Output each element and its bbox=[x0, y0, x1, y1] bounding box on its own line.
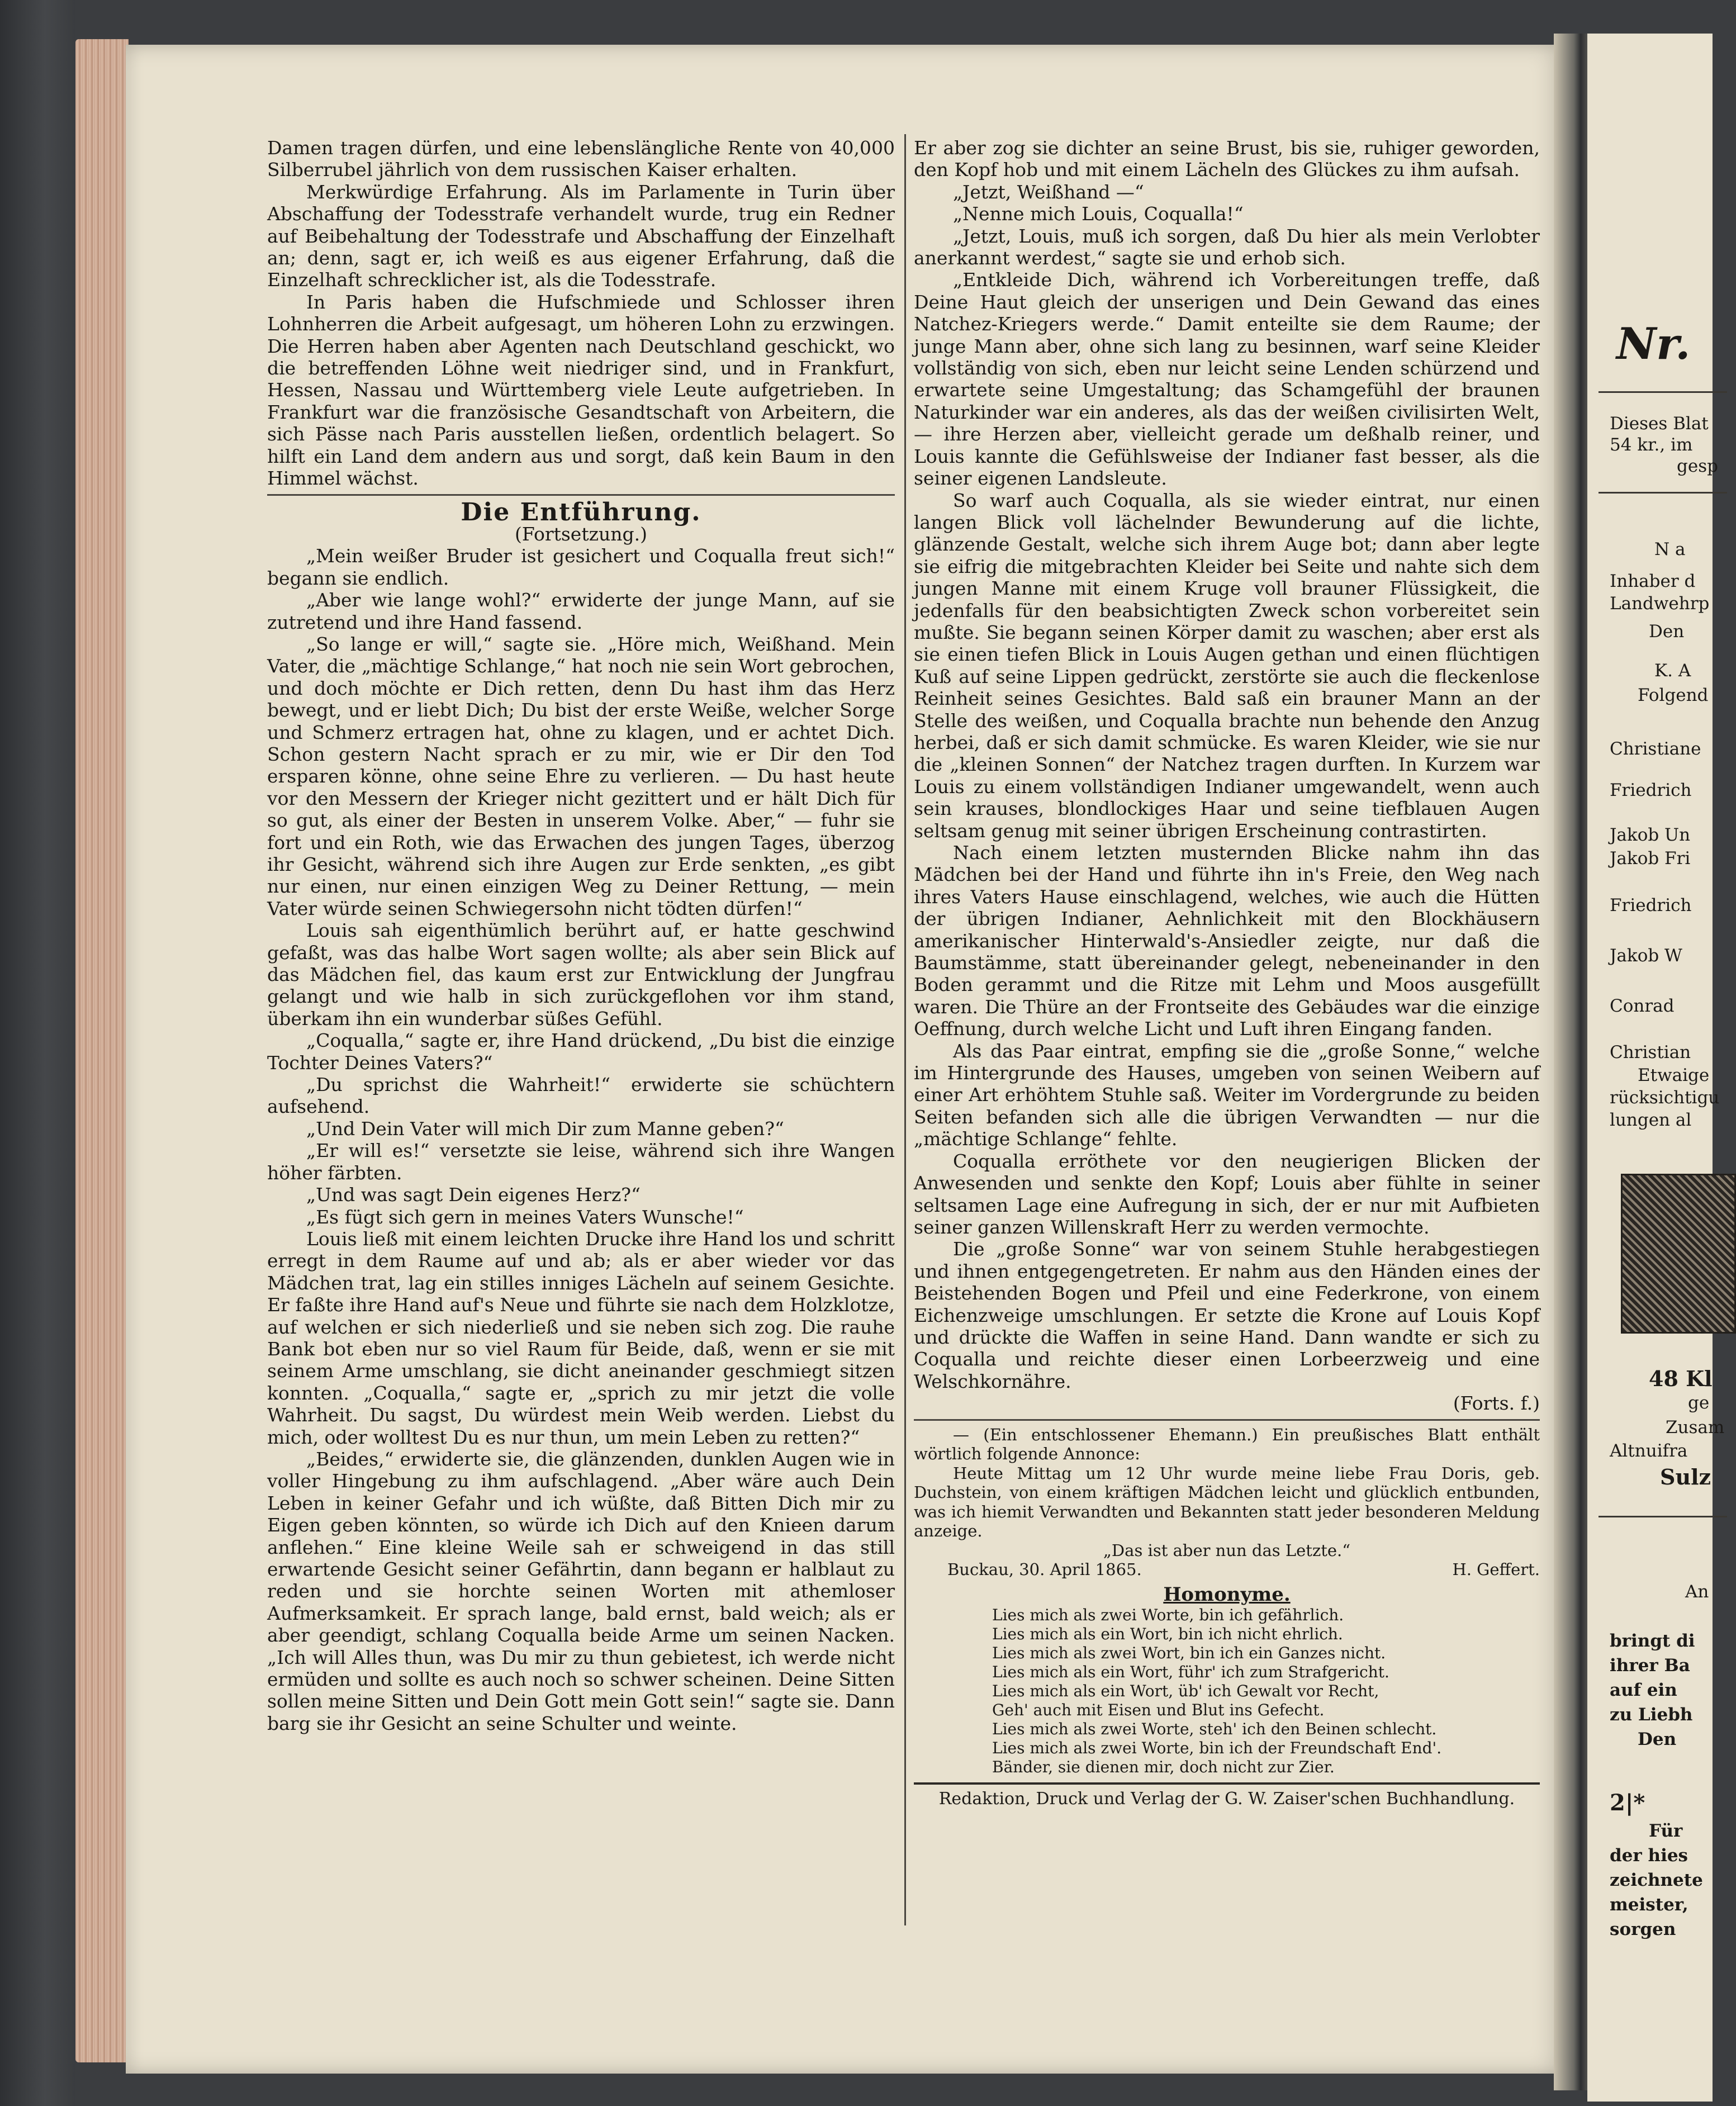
homonyme-title: Homonyme. bbox=[1163, 1583, 1291, 1606]
story-paragraph: „Aber wie lange wohl?“ erwiderte der junge Mann, auf sie zutretend und ihre Hand fassend. bbox=[267, 589, 895, 633]
column-divider bbox=[904, 134, 906, 1925]
story-subtitle: (Fortsetzung.) bbox=[515, 523, 647, 545]
facing-line: Jakob Un bbox=[1610, 825, 1691, 845]
section-divider bbox=[267, 494, 895, 496]
facing-line: Friedrich bbox=[1610, 780, 1692, 800]
facing-rule bbox=[1599, 492, 1727, 494]
article-rente: Damen tragen dürfen, und eine lebenslängliche Rente von 40,000 Silberrubel jährlich von dem russischen Kaiser erhalten. bbox=[267, 137, 895, 181]
story-paragraph: Nach einem letzten musternden Blicke nahm ihn das Mädchen bei der Hand und führte ihn in's Freie, den Weg nach ihres Vaters Hause einschlagend, welches, wie auch die Hütten der übrigen Indianer, Aehnlichkeit mit den Blockhäusern amerikanischer Hinterwald's-Ansiedler zeigte, nur daß die Baumstämme, statt übereinander gelegt, nebeneinander in den Boden gerammt und die Ritze mit Lehm und Moos ausgefüllt waren. Die Thüre an der Frontseite des Gebäudes war die einzige Oeffnung, durch welche Licht und Luft ihren Eingang fanden. bbox=[914, 842, 1540, 1040]
facing-line: sorgen bbox=[1610, 1919, 1676, 1939]
notice-signature: H. Geffert. bbox=[1452, 1560, 1540, 1580]
story-paragraph: Die „große Sonne“ war von seinem Stuhle herabgestiegen und ihnen entgegengetreten. Er nahm aus den Händen eines der Beistehenden Bogen und Pfeil und eine Federkrone, von einem Eichenzweige umschlungen. Er setzte die Krone auf Louis Kopf und drückte die Waffen in seine Hand. Dann wandte er sich zu Coqualla und reichte dieser einen Lorbeerzweig und eine Welschkornähre. bbox=[914, 1238, 1540, 1392]
story-paragraph: „So lange er will,“ sagte sie. „Höre mich, Weißhand. Mein Vater, die „mächtige Schlange,“ hat noch nie sein Wort gebrochen, und doch möchte er Dich retten, denn Du hast ihm das Herz bewegt, und er liebt Dich; Du bist der erste Weiße, welcher Sorge und Schmerz ertragen hat, ohne zu klagen, und er achtet Dich. Schon gestern Nacht sprach er zu mir, wie er Dir den Tod ersparen könne, ohne seine Ehre zu verlieren. — Du hast heute vor den Messern der Krieger nicht gezittert und er hält Dich für so gut, als einer der Besten in unserem Volke. Aber,“ — fuhr sie fort und ein Roth, wie das Erwachen des jungen Tages, überzog ihr Gesicht, während sich ihre Augen zur Erde senkten, „es gibt nur einen, nur einen einzigen Weg zu Deiner Rettung, — mein Vater würde seinen Schwiegersohn nicht tödten dürfen!“ bbox=[267, 633, 895, 919]
notice-block bbox=[914, 1425, 1540, 1580]
story-paragraph: Er aber zog sie dichter an seine Brust, bis sie, ruhiger geworden, den Kopf hob und mit einem Lächeln des Glückes zu ihm aufsah. bbox=[914, 137, 1540, 181]
facing-line: Christiane bbox=[1610, 739, 1701, 759]
facing-line: 54 kr., im bbox=[1610, 435, 1693, 455]
facing-line: gesp bbox=[1677, 456, 1718, 476]
homonyme-poem bbox=[914, 1606, 1540, 1777]
footer-divider bbox=[914, 1782, 1540, 1785]
notice-signature-line bbox=[914, 1560, 1540, 1580]
facing-line: Jakob W bbox=[1610, 946, 1682, 966]
facing-line: Den bbox=[1638, 1729, 1677, 1749]
poem-line: Lies mich als zwei Wort, bin ich ein Ganzes nicht. bbox=[992, 1643, 1386, 1662]
story-paragraph: „Du sprichst die Wahrheit!“ erwiderte sie schüchtern aufsehend. bbox=[267, 1074, 895, 1118]
facing-line: Jakob Fri bbox=[1610, 848, 1691, 869]
facing-line: der hies bbox=[1610, 1846, 1688, 1866]
left-column bbox=[267, 137, 895, 1734]
page-edges bbox=[75, 39, 129, 2062]
facing-line: An bbox=[1685, 1582, 1709, 1602]
notice-place-date: Buckau, 30. April 1865. bbox=[947, 1560, 1142, 1580]
story-paragraph: Coqualla erröthete vor den neugierigen Blicken der Anwesenden und senkte den Kopf; Louis aber fühlte in seiner seltsamen Lage eine Aufregung in sich, der er nur mit Aufbieten seiner ganzen Willenskraft Herr zu werden vermochte. bbox=[914, 1150, 1540, 1238]
poem-line: Lies mich als zwei Worte, steh' ich den Beinen schlecht. bbox=[992, 1719, 1437, 1738]
facing-rule bbox=[1599, 391, 1727, 393]
facing-line: lungen al bbox=[1610, 1110, 1692, 1130]
section-divider bbox=[914, 1419, 1540, 1421]
facing-line: K. A bbox=[1654, 661, 1691, 681]
facing-line: ihrer Ba bbox=[1610, 1656, 1690, 1676]
facing-line: meister, bbox=[1610, 1895, 1688, 1915]
facing-line: 2|* bbox=[1610, 1790, 1645, 1816]
facing-line: zeichnete bbox=[1610, 1870, 1703, 1890]
poem-line: Lies mich als ein Wort, üb' ich Gewalt vor Recht, bbox=[992, 1681, 1379, 1700]
facing-line: Sulz bbox=[1660, 1464, 1711, 1490]
facing-line: Den bbox=[1649, 622, 1685, 642]
story-paragraph: Louis sah eigenthümlich berührt auf, er hatte geschwind gefaßt, was das halbe Wort sagen wollte; als aber sein Blick auf das Mädchen fiel, das kaum erst zur Entwicklung der Jungfrau gelangt und wie halb in sich zurückgeflohen vor ihm stand, überkam ihn ein wunderbar süßes Gefühl. bbox=[267, 919, 895, 1030]
poem-line: Bänder, sie dienen mir, doch nicht zur Zier. bbox=[992, 1757, 1335, 1776]
book-binding bbox=[0, 0, 75, 2106]
story-paragraph: „Coqualla,“ sagte er, ihre Hand drückend, „Du bist die einzige Tochter Deines Vaters?“ bbox=[267, 1030, 895, 1074]
facing-line: bringt di bbox=[1610, 1631, 1695, 1651]
poem-line: Lies mich als zwei Worte, bin ich gefährlich. bbox=[992, 1605, 1344, 1624]
facing-line: Landwehrp bbox=[1610, 594, 1710, 614]
facing-line: Christian bbox=[1610, 1042, 1691, 1063]
facing-line: Altnuifra bbox=[1610, 1441, 1688, 1461]
poem-line: Lies mich als ein Wort, führ' ich zum Strafgericht. bbox=[992, 1662, 1389, 1681]
article-erfahrung: Merkwürdige Erfahrung. Als im Parlamente in Turin über Abschaffung der Todesstrafe verhandelt wurde, trug ein Redner auf Beibehaltung der Todesstrafe und Abschaffung der Einzelhaft an; denn, sagt er, ich weiß es aus eigener Erfahrung, daß die Einzelhaft schrecklicher ist, als die Todesstrafe. bbox=[267, 181, 895, 291]
facing-line: Dieses Blat bbox=[1610, 414, 1709, 434]
facing-line: Folgend bbox=[1638, 685, 1709, 705]
facing-page bbox=[1587, 34, 1725, 2102]
notice-text: Heute Mittag um 12 Uhr wurde meine liebe Frau Doris, geb. Duchstein, von einem kräftigen Mädchen leicht und glücklich entbunden, was ich hiemit Verwandten und Bekannten statt jeder besonderen Meldung anzeige. bbox=[914, 1463, 1540, 1541]
notice-intro: — (Ein entschlossener Ehemann.) Ein preußisches Blatt enthält wörtlich folgende Annonce: bbox=[914, 1425, 1540, 1464]
facing-line: Etwaige bbox=[1638, 1065, 1710, 1085]
story-paragraph: „Beides,“ erwiderte sie, die glänzenden, dunklen Augen wie in voller Hingebung zu ihm aufschlagend. „Aber wäre auch Dein Leben in keiner Gefahr und ich wüßte, daß Bitten Dich mir zu Eigen geben könnten, so würde ich Dich auf den Knieen darum anflehen.“ Eine kleine Weile sah er schweigend in das still erwartende Gesicht seiner Gefährtin, dann begann er halblaut zu reden und sie horchte seinen Worten mit athemloser Aufmerksamkeit. Er sprach lange, bald ernst, bald weich; als er aber geendigt, schlang Coqualla beide Arme um seinen Nacken. „Ich will Alles thun, was Du mir zu thun gebietest, ich werde nicht ermüden und sollte es auch noch so schwer scheinen. Deine Sitten sollen meine Sitten und Dein Gott mein Gott sein!“ sagte sie. Dann barg sie ihr Gesicht an seine Schulter und weinte. bbox=[267, 1448, 895, 1734]
story-paragraph: „Und was sagt Dein eigenes Herz?“ bbox=[306, 1184, 641, 1206]
story-continuation: (Forts. f.) bbox=[1453, 1392, 1540, 1415]
facing-line: auf ein bbox=[1610, 1680, 1677, 1700]
imprint: Redaktion, Druck und Verlag der G. W. Zaiser'schen Buchhandlung. bbox=[938, 1789, 1515, 1809]
woodcut-illustration bbox=[1621, 1174, 1736, 1334]
article-paris: In Paris haben die Hufschmiede und Schlosser ihren Lohnherren die Arbeit aufgesagt, um höheren Lohn zu erzwingen. Die Herren haben aber Agenten nach Deutschland geschickt, wo die betreffenden Löhne weit niedriger sind, und in Frankfurt, Hessen, Nassau und Württemberg viele Leute aufgetrieben. In Frankfurt war die französische Gesandtschaft von Arbeitern, die sich Pässe nach Paris ausstellen ließen, ordentlich belagert. So hilft ein Land dem andern aus und sorgt, daß kein Baum in den Himmel wächst. bbox=[267, 291, 895, 490]
right-column bbox=[914, 137, 1540, 1810]
story-paragraph: Als das Paar eintrat, empfing sie die „große Sonne,“ welche im Hintergrunde des Hauses, umgeben von seinen Weibern auf einer Art erhöhtem Stuhle saß. Weiter im Vordergrunde zu beiden Seiten befanden sich alle die übrigen Verwandten — nur die „mächtige Schlange“ fehlte. bbox=[914, 1040, 1540, 1150]
facing-line: zu Liebh bbox=[1610, 1705, 1693, 1725]
facing-line: Zusam bbox=[1666, 1417, 1725, 1438]
story-paragraph: „Nenne mich Louis, Coqualla!“ bbox=[953, 203, 1244, 225]
facing-line: rücksichtigu bbox=[1610, 1088, 1720, 1108]
poem-line: Lies mich als zwei Worte, bin ich der Freundschaft End'. bbox=[992, 1738, 1442, 1757]
facing-line: Inhaber d bbox=[1610, 571, 1696, 591]
story-paragraph: „Entkleide Dich, während ich Vorbereitungen treffe, daß Deine Haut gleich der unserigen und Dein Gewand das eines Natchez-Kriegers werde.“ Damit enteilte sie dem Raume; der junge Mann aber, ohne sich lang zu besinnen, warf seine Kleider vollständig von sich, eben nur leicht seine Lenden schürzend und erwartete seine Umgestaltung; das Schamgefühl der braunen Naturkinder war ein anderes, als das der weißen civilisirten Welt, — ihre Herzen aber, vielleicht gerade um deßhalb reiner, und Louis kannte die Gefühlsweise der Indianer fast besser, als die seiner eigenen Landsleute. bbox=[914, 269, 1540, 490]
poem-line: Geh' auch mit Eisen und Blut ins Gefecht. bbox=[992, 1700, 1325, 1719]
facing-rule bbox=[1599, 1516, 1727, 1517]
facing-line: ge bbox=[1688, 1393, 1710, 1413]
notice-quote: „Das ist aber nun das Letzte.“ bbox=[1103, 1540, 1351, 1560]
story-paragraph: „Mein weißer Bruder ist gesichert und Coqualla freut sich!“ begann sie endlich. bbox=[267, 545, 895, 589]
facing-line: Für bbox=[1649, 1821, 1683, 1841]
story-paragraph: Louis ließ mit einem leichten Drucke ihre Hand los und schritt erregt in dem Raume auf und ab; als er aber wieder vor das Mädchen trat, lag ein stilles inniges Lächeln auf seinem Gesichte. Er faßte ihre Hand auf's Neue und führte sie nach dem Holzklotze, auf welchen er sich niederließ und sie neben sich zog. Die rauhe Bank bot eben nur so viel Raum für Beide, daß, wenn er sie mit seinem Arme umschlang, sie dicht aneinander geschmiegt sitzen konnten. „Coqualla,“ sagte er, „sprich zu mir jetzt die volle Wahrheit. Du sagst, Du würdest mein Weib werden. Liebst du mich, oder wolltest Du es nur thun, um mein Leben zu retten?“ bbox=[267, 1227, 895, 1448]
story-paragraph: „Er will es!“ versetzte sie leise, während sich ihre Wangen höher färbten. bbox=[267, 1140, 895, 1184]
story-paragraph: „Jetzt, Weißhand —“ bbox=[953, 181, 1144, 203]
facing-line: Conrad bbox=[1610, 996, 1675, 1016]
story-title: Die Entführung. bbox=[461, 497, 701, 526]
masthead-fragment: Nr. bbox=[1616, 319, 1691, 369]
facing-line: N a bbox=[1654, 539, 1686, 559]
story-paragraph: „Jetzt, Louis, muß ich sorgen, daß Du hier als mein Verlobter anerkannt werdest,“ sagte sie und erhob sich. bbox=[914, 225, 1540, 269]
story-paragraph: „Und Dein Vater will mich Dir zum Manne geben?“ bbox=[306, 1117, 784, 1140]
story-paragraph: „Es fügt sich gern in meines Vaters Wunsche!“ bbox=[306, 1206, 744, 1228]
facing-line: Friedrich bbox=[1610, 895, 1692, 916]
facing-line: 48 Kl bbox=[1649, 1366, 1713, 1391]
poem-line: Lies mich als ein Wort, bin ich nicht ehrlich. bbox=[992, 1624, 1343, 1643]
story-paragraph: So warf auch Coqualla, als sie wieder eintrat, nur einen langen Blick voll lächelnder Bewunderung auf die lichte, glänzende Gestalt, welche sich ihrem Auge bot; dann aber legte sie eifrig die mitgebrachten Kleider bei Seite und nahte sich dem jungen Manne mit einem Kruge voll brauner Flüssigkeit, die jedenfalls für den beabsichtigten Zweck schon vorbereitet sein mußte. Sie begann seinen Körper damit zu waschen; aber erst als sie einen tiefen Blick in Louis Augen gethan und einen flüchtigen Kuß auf seine Lippen gedrückt, zerstörte sie auch die fleckenlose Reinheit seines Gesichtes. Bald saß ein brauner Mann an der Stelle des weißen, und Coqualla brachte nun behende den Anzug herbei, daß er sich damit schmücke. Es waren Kleider, wie sie nur die „kleinen Sonnen“ der Natchez tragen durften. In Kurzem war Louis zu einem vollständigen Indianer umgewandelt, wenn auch sein krauses, blondlockiges Haar und seine tiefblauen Augen seltsam genug mit seiner übrigen Erscheinung contrastirten. bbox=[914, 489, 1540, 842]
